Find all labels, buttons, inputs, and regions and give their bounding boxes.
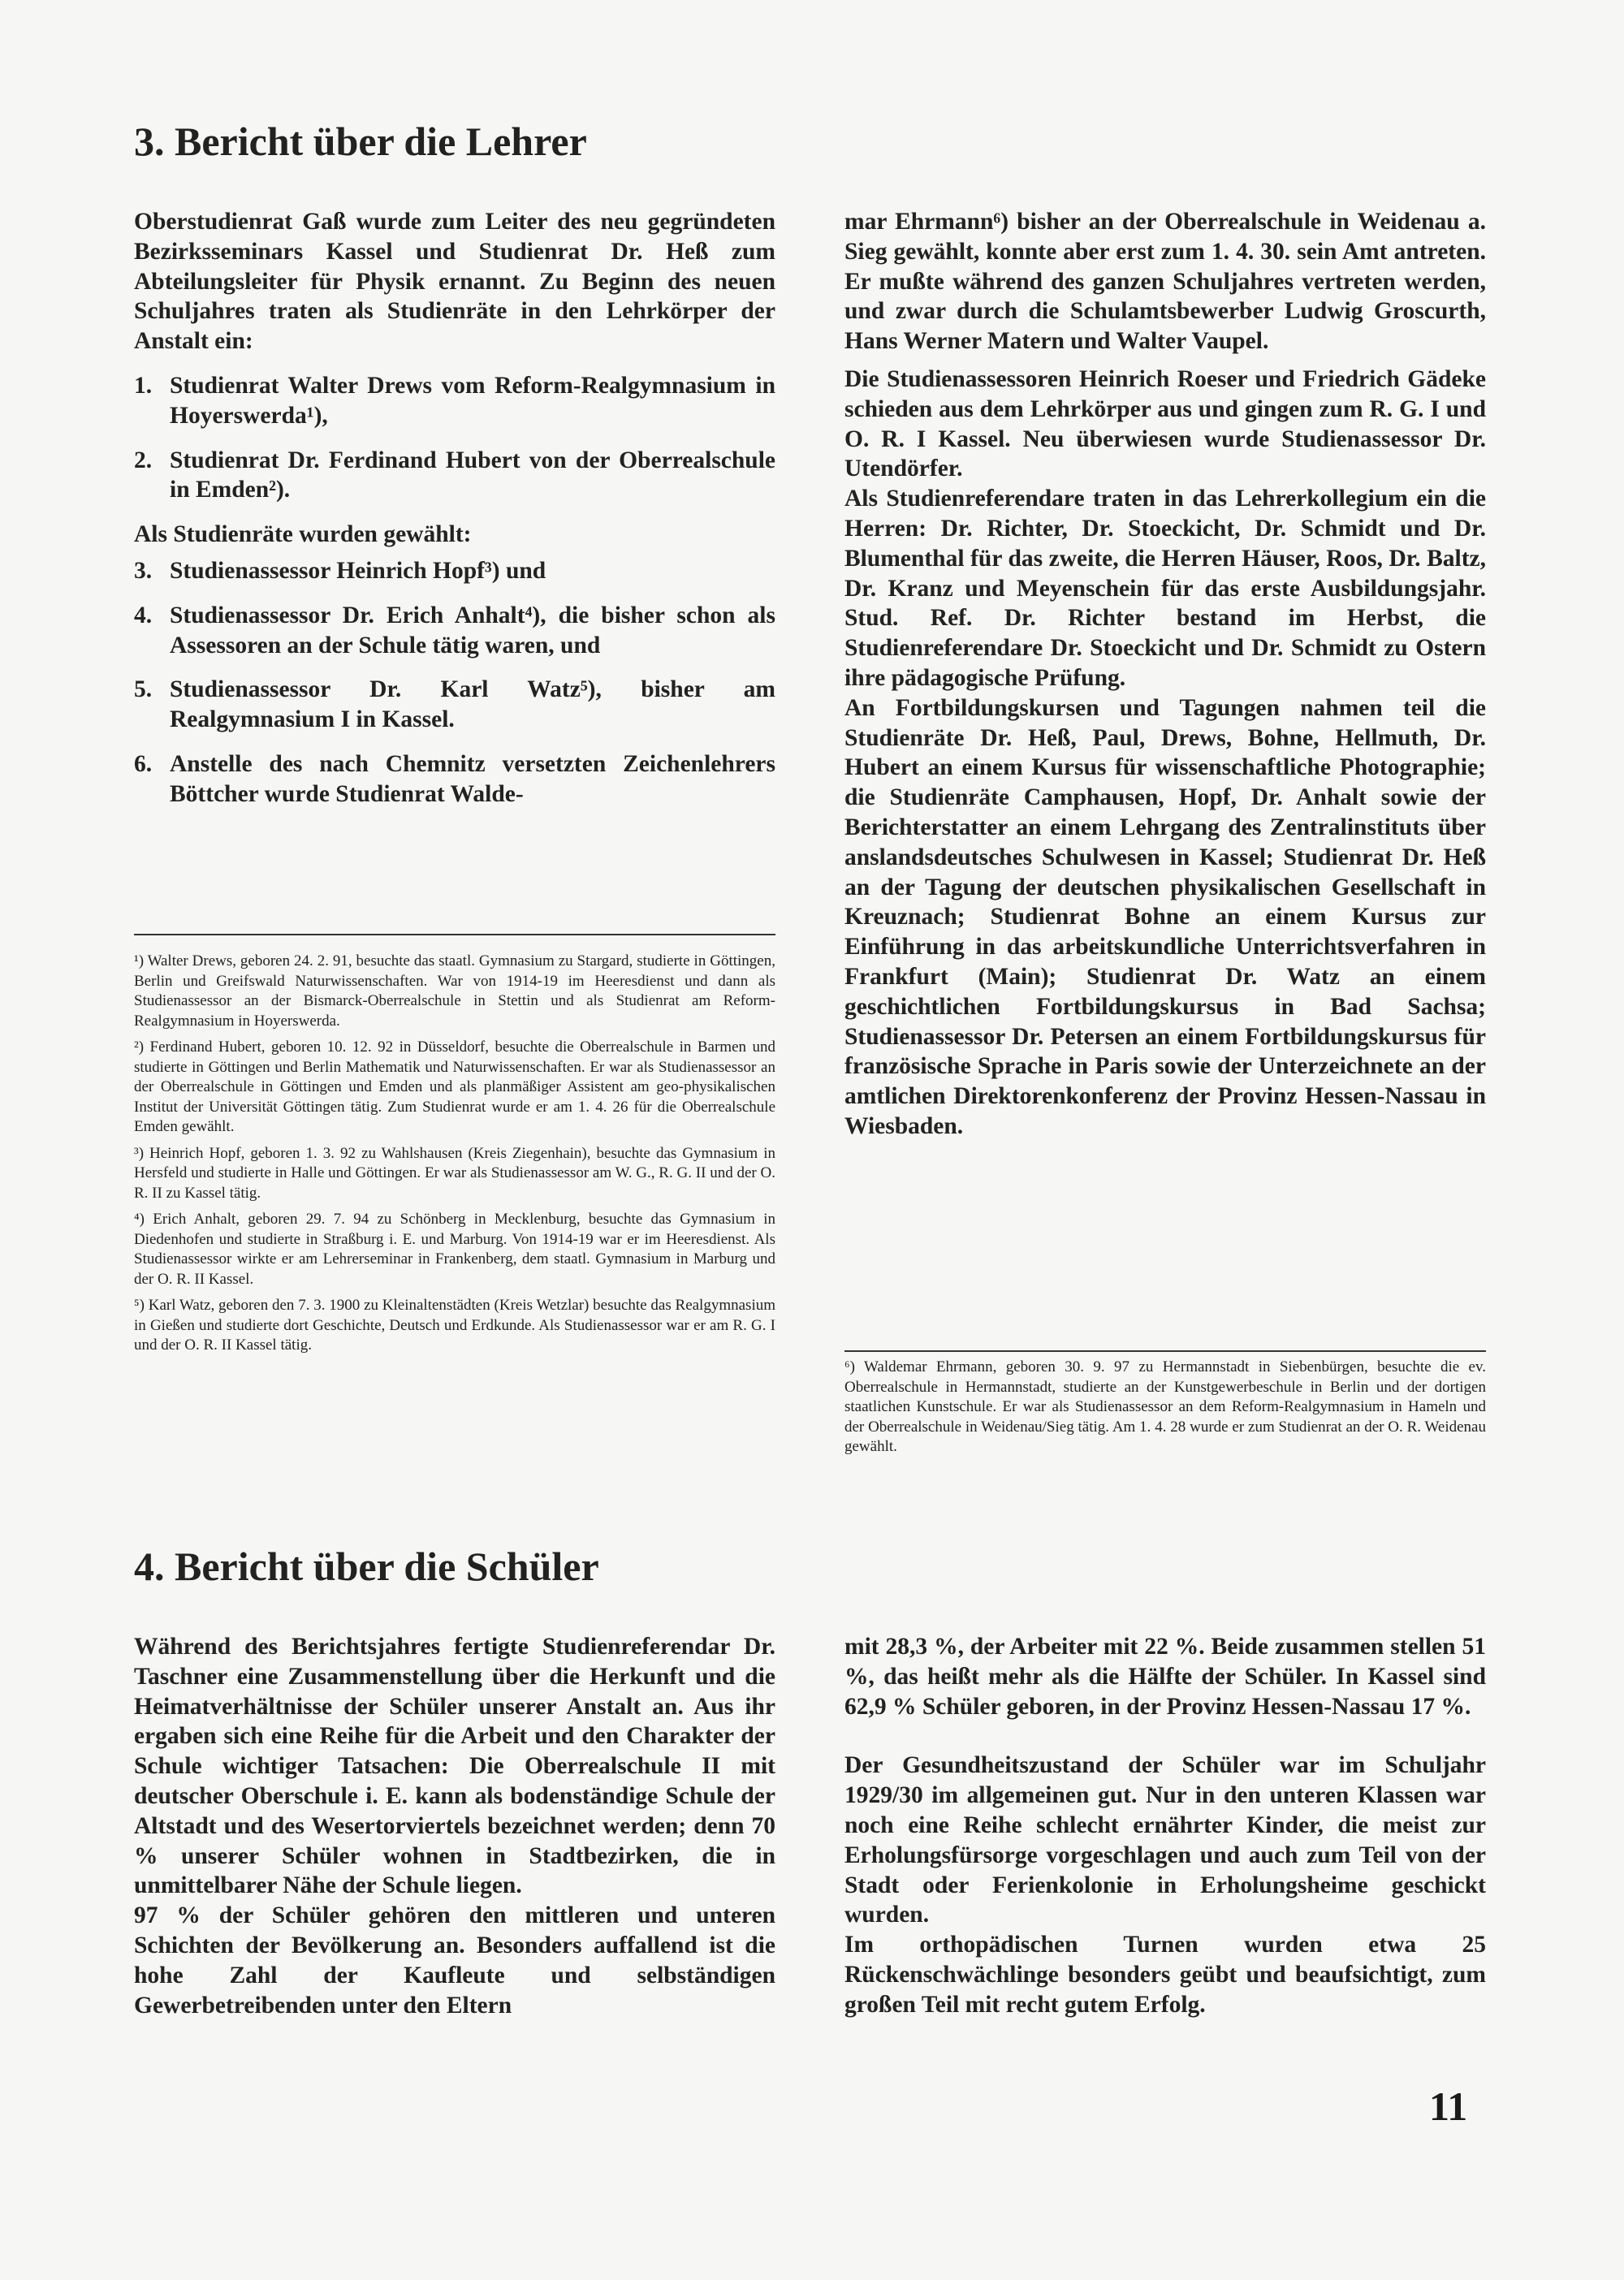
paragraph: Als Studienreferendare traten in das Lehrerkollegium ein die Herren: Dr. Richter, Dr. Stoeckicht, Dr. Schmidt und Dr. Blumenthal für das zweite, die Herren Häuser, Roos, Dr. Baltz, Dr. Kranz und Meyenschein für das erste Ausbildungsjahr. Stud. Ref. Dr. Richter bestand im Herbst, die Studienreferendare Dr. Stoeckicht und Dr. Schmidt zu Ostern ihre pädagogische Prüfung.: [844, 486, 1486, 691]
item-number: 6.: [134, 750, 153, 777]
section-3-right-footnotes: [844, 1358, 1486, 1464]
item-text: Studienrat Walter Drews vom Reform-Realgymnasium in Hoyerswerda¹),: [170, 372, 775, 429]
paragraph: Während des Berichtsjahres fertigte Studienreferendar Dr. Taschner eine Zusammenstellung über die Herkunft und die Heimatverhältnisse der Schüler unserer Anstalt an. Aus ihr ergaben sich eine Reihe für die Arbeit und den Charakter der Schule wichtiger Tatsachen: Die Oberrealschule II mit deutscher Oberschule i. E. kann als bodenständige Schule der Altstadt und des Wesertorviertels bezeichnet werden; denn 70 % unserer Schüler wohnen in Stadtbezirken, die in unmittelbarer Nähe der Schule liegen.: [134, 1634, 775, 1899]
footnote-5: ⁵) Karl Watz, geboren den 7. 3. 1900 zu Kleinaltenstädten (Kreis Wetzlar) besuchte das Realgymnasium in Gießen und studierte dort Geschichte, Deutsch und Erdkunde. Als Studienassessor war er am R. G. I und der O. R. II Kassel tätig.: [134, 1297, 775, 1354]
list-item: [134, 556, 775, 586]
section-4-title: 4. Bericht über die Schüler: [134, 1544, 599, 1589]
paragraph: 97 % der Schüler gehören den mittleren und unteren Schichten der Bevölkerung an. Besonders auffallend ist die hohe Zahl der Kaufleute und selbständigen Gewerbetreibenden unter den Eltern: [134, 1902, 775, 2019]
footnote-2: ²) Ferdinand Hubert, geboren 10. 12. 92 in Düsseldorf, besuchte die Oberrealschule in Barmen und studierte in Göttingen und Berlin Mathematik und Naturwissenschaften. Er war als Studienassessor an der Oberrealschule in Göttingen und Emden und als planmäßiger Assistent am geo-physikalischen Institut der Universität Göttingen tätig. Zum Studienrat wurde er am 1. 4. 26 für die Oberrealschule Emden gewählt.: [134, 1039, 775, 1135]
paragraph: Der Gesundheitszustand der Schüler war im Schuljahr 1929/30 im allgemeinen gut. Nur in den unteren Klassen war noch eine Reihe schlecht ernährter Kinder, die meist zur Erholungsfürsorge vorgeschlagen und auch zum Teil von der Stadt oder Ferienkolonie in Erholungsheime geschickt wurden.: [844, 1752, 1486, 1928]
item-text: Studienassessor Dr. Karl Watz⁵), bisher am Realgymnasium I in Kassel.: [170, 676, 775, 733]
item-number: 3.: [134, 557, 153, 584]
paragraph: Die Studienassessoren Heinrich Roeser und Friedrich Gädeke schieden aus dem Lehrkörper aus und gingen zum R. G. I und O. R. I Kassel. Neu überwiesen wurde Studienassessor Dr. Utendörfer.: [844, 365, 1486, 482]
section-3-right-column: [844, 207, 1486, 1142]
section-4-left-column: [134, 1632, 775, 2020]
list-item: [134, 749, 775, 810]
item-number: 2.: [134, 447, 153, 473]
list-item: [134, 446, 775, 506]
footnote-1: ¹) Walter Drews, geboren 24. 2. 91, besuchte das staatl. Gymnasium zu Stargard, studierte in Göttingen, Berlin und Greifswald Naturwissenschaften. War von 1914-19 im Heeresdienst und dann als Studienassessor an der Bismarck-Oberrealschule in Stettin und als Studienrat am Reform-Realgymnasium in Hoyerswerda.: [134, 952, 775, 1030]
footnote-6: ⁶) Waldemar Ehrmann, geboren 30. 9. 97 zu Hermannstadt in Siebenbürgen, besuchte die ev. Oberrealschule in Hermannstadt, studierte an der Kunstgewerbeschule in Berlin und der dortigen staatlichen Kunstschule. Er war als Studienassessor an dem Reform-Realgymnasium in Hameln und der Oberrealschule in Weidenau/Sieg tätig. Am 1. 4. 28 wurde er zum Studienrat an der O. R. Weidenau gewählt.: [844, 1358, 1486, 1455]
item-number: 4.: [134, 602, 153, 628]
item-number: 5.: [134, 676, 153, 703]
item-text: Studienrat Dr. Ferdinand Hubert von der Oberrealschule in Emden²).: [170, 447, 775, 503]
paragraph: mar Ehrmann⁶) bisher an der Oberrealschule in Weidenau a. Sieg gewählt, konnte aber erst zum 1. 4. 30. sein Amt antreten. Er mußte während des ganzen Schuljahres vertreten werden, und zwar durch die Schulamtsbewerber Ludwig Groscurth, Hans Werner Matern und Walter Vaupel.: [844, 209, 1486, 355]
footnote-4: ⁴) Erich Anhalt, geboren 29. 7. 94 zu Schönberg in Mecklenburg, besuchte das Gymnasium in Diedenhofen und studierte in Straßburg i. E. und Marburg. Von 1914-19 war er im Heeresdienst. Als Studienassessor wirkte er am Lehrerseminar in Frankenberg, dem staatl. Gymnasium in Marburg und der O. R. II Kassel.: [134, 1211, 775, 1288]
item-number: 1.: [134, 372, 153, 399]
intro-paragraph: Oberstudienrat Gaß wurde zum Leiter des neu gegründeten Bezirksseminars Kassel und Studienrat Dr. Heß zum Abteilungsleiter für Physik ernannt. Zu Beginn des neuen Schuljahres traten als Studienräte in den Lehrkörper der Anstalt ein:: [134, 209, 775, 355]
list-item: [134, 601, 775, 661]
elected-label: Als Studienräte wurden gewählt:: [134, 521, 472, 548]
footnote-3: ³) Heinrich Hopf, geboren 1. 3. 92 zu Wahlshausen (Kreis Ziegenhain), besuchte das Gymnasium in Hersfeld und studierte in Halle und Göttingen. Er war als Studienassessor am W. G., R. G. II und der O. R. II zu Kassel tätig.: [134, 1144, 775, 1202]
item-text: Studienassessor Heinrich Hopf³) und: [170, 557, 546, 584]
elected-teachers-list: [134, 556, 775, 810]
paragraph: mit 28,3 %, der Arbeiter mit 22 %. Beide zusammen stellen 51 %, das heißt mehr als die Hälfte der Schüler. In Kassel sind 62,9 % Schüler geboren, in der Provinz Hessen-Nassau 17 %.: [844, 1634, 1486, 1720]
item-text: Studienassessor Dr. Erich Anhalt⁴), die bisher schon als Assessoren an der Schule tätig waren, und: [170, 602, 775, 659]
footnote-divider: [134, 934, 775, 935]
page-number: 11: [1429, 2084, 1468, 2129]
paragraph: Im orthopädischen Turnen wurden etwa 25 Rückenschwächlinge besonders geübt und beaufsichtigt, zum großen Teil mit recht gutem Erfolg.: [844, 1932, 1486, 2018]
section-4-right-column: [844, 1632, 1486, 2020]
section-3-left-footnotes: [134, 952, 775, 1362]
item-text: Anstelle des nach Chemnitz versetzten Zeichenlehrers Böttcher wurde Studienrat Walde-: [170, 750, 775, 807]
list-item: [134, 675, 775, 735]
new-teachers-list: [134, 371, 775, 505]
paragraph: An Fortbildungskursen und Tagungen nahmen teil die Studienräte Dr. Heß, Paul, Drews, Bohne, Hellmuth, Dr. Hubert an einem Kursus für wissenschaftliche Photographie; die Studienräte Camphausen, Hopf, Dr. Anhalt sowie der Berichterstatter an einem Lehrgang des Zentralinstituts über anslandsdeutsches Schulwesen in Kassel; Studienrat Dr. Heß an der Tagung der deutschen physikalischen Gesellschaft in Kreuznach; Studienrat Bohne an einem Kursus zur Einführung in das arbeitskundliche Unterrichtsverfahren in Frankfurt (Main); Studienrat Dr. Watz an einem geschichtlichen Fortbildungskursus in Bad Sachsa; Studienassessor Dr. Petersen an einem Fortbildungskursus für französische Sprache in Paris sowie der Unterzeichnete an der amtlichen Direktorenkonferenz der Provinz Hessen-Nassau in Wiesbaden.: [844, 694, 1486, 1139]
footnote-divider: [844, 1350, 1486, 1352]
list-item: [134, 371, 775, 431]
section-3-left-column: [134, 207, 775, 810]
section-3-title: 3. Bericht über die Lehrer: [134, 119, 587, 164]
